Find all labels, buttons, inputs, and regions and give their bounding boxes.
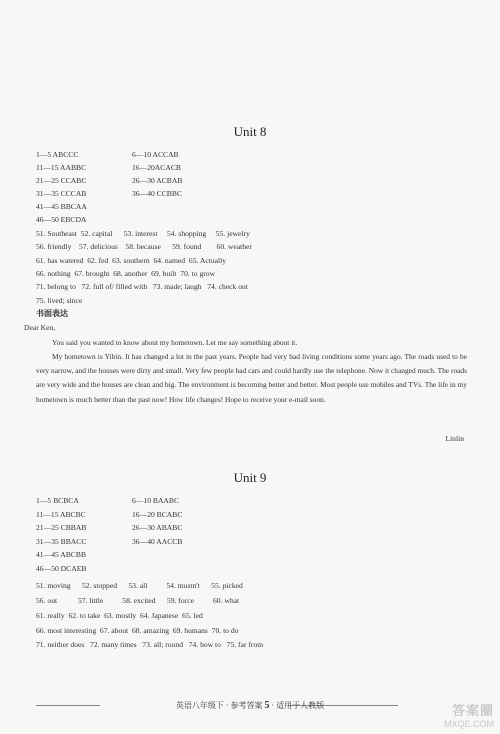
unit8-mc-row: 41—45 BBCAA [36, 202, 87, 211]
unit9-word-row: 61. really 62. to take 63. mostly 64. Japanese 65. led [36, 611, 203, 620]
watermark-site: MXQE.COM [443, 719, 494, 729]
unit8-word-row: 51. Southeast 52. capital 53. interest 54. shopping 55. jewelry [36, 229, 250, 238]
watermark-logo: 答案圈 [451, 703, 494, 718]
unit8-word-row: 61. has watered 62. fed 63. southern 64. named 65. Actually [36, 256, 227, 265]
unit8-title: Unit 8 [233, 124, 267, 139]
unit9-mc-row: 31—35 BBACC 36—40 AACCB [36, 537, 183, 546]
unit8-word-row: 56. friendly 57. delicious 58. because 59. found 60. weather [36, 242, 252, 251]
footer-book-title: 英语八年级下 · 参考答案 [175, 701, 263, 710]
unit8-mc-row: 46—50 EBCDA [36, 215, 87, 224]
unit9-word-row: 66. most interesting 67. about 68. amazing 69. humans 70. to do [36, 626, 239, 635]
unit8-mc-row: 31—35 CCCAB 36—40 CCBBC [36, 189, 183, 198]
unit9-mc-row: 46—50 DCAEB [36, 564, 87, 573]
unit9-title: Unit 9 [233, 470, 267, 485]
letter-greeting: Dear Ken, [24, 323, 56, 332]
footer-edition: · 适用于人教版 [271, 701, 325, 710]
unit9-mc-row: 21—25 CBBAB 26—30 ABABC [36, 523, 183, 532]
letter-paragraph: My hometown is Yibin. It has changed a lot in the past years. People had very bad living conditions some years ago. The roads used to be very narrow, and the houses were dirty and small. Very few people had cars and could hardly use the telephone. Now it changed much. The roads are very wide and the houses are clean and big. The environment is becoming better and better. Most people use mobiles and TVs. The life in my hometown is much better than the past now! How life changes! Hope to receive your e-mail soon. [36, 352, 467, 404]
unit9-mc-row: 41—45 ABCBB [36, 550, 87, 559]
unit8-word-row: 75. lived; since [36, 296, 83, 305]
letter-signature: Linlin [445, 434, 464, 443]
unit9-mc-row: 1—5 BCBCA 6—10 BAABC [36, 496, 180, 505]
unit8-word-row: 71. belong to 72. full of/ filled with 73. made; laugh 74. check out [36, 282, 248, 291]
unit9-word-row: 56. out 57. little 58. excited 59. force 60. what [36, 596, 240, 605]
watermark [424, 700, 494, 730]
unit9-word-row: 51. moving 52. stopped 53. all 54. mustn't 55. picked [36, 581, 243, 590]
unit8-mc-row: 21—25 CCABC 26—30 ACBAB [36, 176, 183, 185]
page-number: 5 [264, 700, 270, 711]
unit8-mc-row: 1—5 ABCCC 6—10 ACCAB [36, 150, 179, 159]
unit8-mc-row: 11—15 AABBC 16—20ACACB [36, 163, 181, 172]
letter-paragraph: You said you wanted to know about my hometown. Let me say something about it. [52, 338, 298, 347]
unit9-word-row: 71. neither does 72. many times 73. all; round 74. how to 75. far from [36, 640, 264, 649]
unit8-word-row: 66. nothing 67. brought 68. another 69. built 70. to grow [36, 269, 216, 278]
writing-heading: 书面表达 [36, 309, 68, 318]
unit9-mc-row: 11—15 ABCBC 16—20 BCABC [36, 510, 183, 519]
